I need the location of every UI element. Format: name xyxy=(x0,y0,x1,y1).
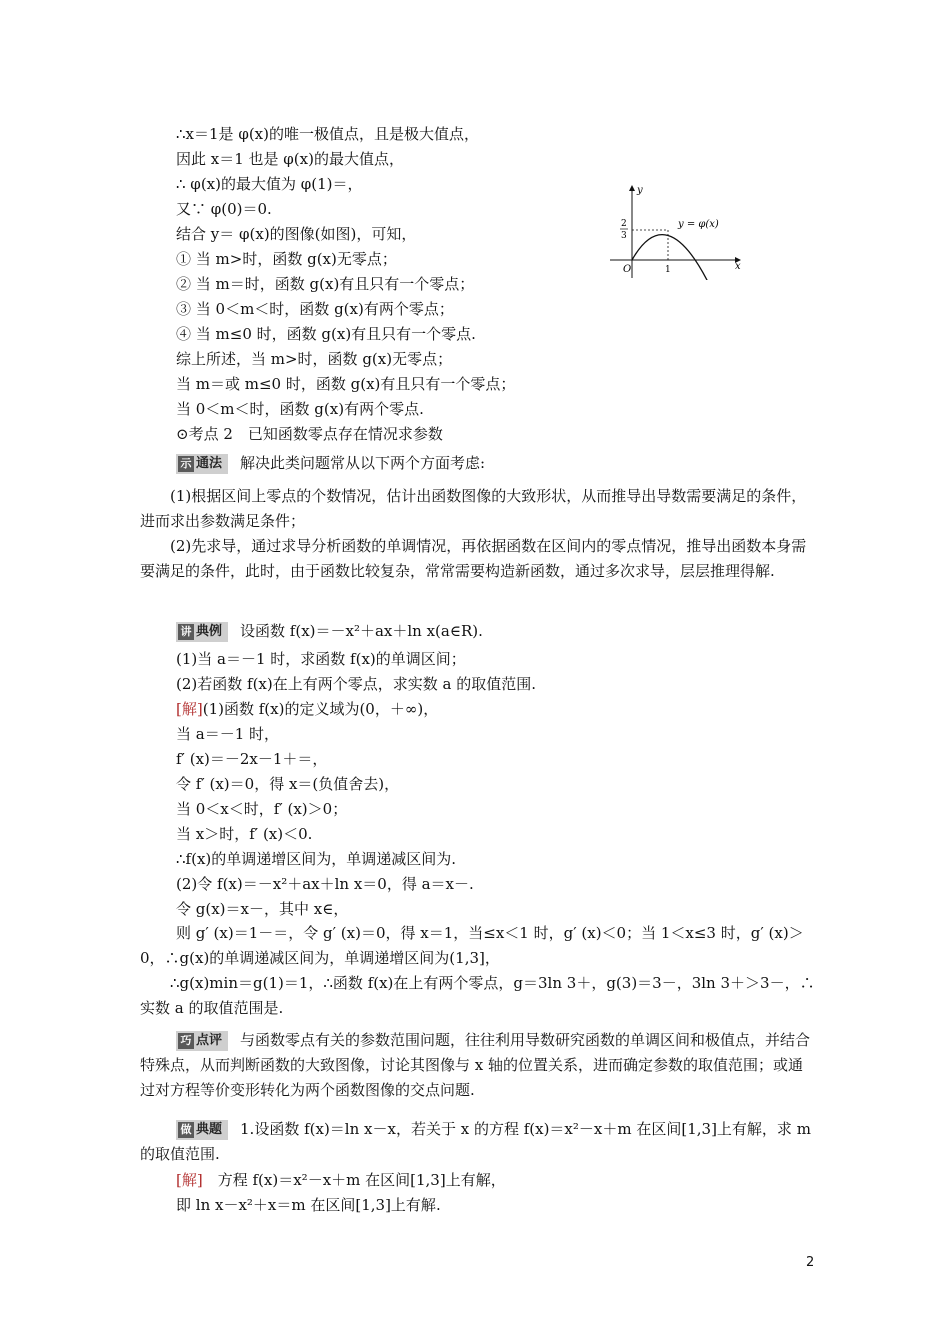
exercise-badge: 做 典题 xyxy=(176,1120,228,1140)
tick-y-denominator: 3 xyxy=(621,231,627,241)
curve-label: y = φ(x) xyxy=(678,219,719,230)
tick-x-one: 1 xyxy=(665,265,671,275)
text-line: 当 m＝或 m≤0 时，函数 g(x)有且只有一个零点； xyxy=(176,375,516,393)
solution-line: 当 0＜x＜时，f′ (x)＞0； xyxy=(176,800,348,818)
tick-y-numerator: 2 xyxy=(621,219,627,229)
text-line: ④ 当 m≤0 时，函数 g(x)有且只有一个零点. xyxy=(176,325,476,343)
text-line: 因此 x＝1 也是 φ(x)的最大值点， xyxy=(176,150,404,168)
solution-line: ∴f(x)的单调递增区间为，单调递减区间为. xyxy=(176,850,457,868)
method-badge: 示 通法 xyxy=(176,454,228,474)
exercise-text: 1.设函数 f(x)＝ln x－x，若关于 x 的方程 f(x)＝x²－x＋m 在区间[1,3]上有解，求 m 的取值范围. xyxy=(140,1120,811,1163)
method-paragraph-2: (2)先求导，通过求导分析函数的单调情况，再依据函数在区间内的零点情况，推导出函数本身需要满足的条件，此时，由于函数比较复杂，常常需要构造新函数，通过多次求导，层层推理得解. xyxy=(140,537,807,580)
section-heading: ⊙考点 2 已知函数零点存在情况求参数 xyxy=(176,425,443,443)
example-header xyxy=(176,621,483,642)
text-line: ② 当 m＝时，函数 g(x)有且只有一个零点； xyxy=(176,275,475,293)
solution-line: 令 f′ (x)＝0，得 x＝(负值舍去)， xyxy=(176,775,400,793)
solution-paragraph-2: 则 g′ (x)＝1－＝，令 g′ (x)＝0，得 x＝1，当≤x＜1 时，g′ (x)＜0；当 1＜x≤3 时，g′ (x)＞0，∴g(x)的单调递减区间为，单调递增区间为(1,3]， xyxy=(140,924,804,967)
text-line: ∴ φ(x)的最大值为 φ(1)＝， xyxy=(176,175,363,193)
text-line: ① 当 m>时，函数 g(x)无零点； xyxy=(176,250,397,268)
solution-line: 当 a＝－1 时， xyxy=(176,725,280,743)
text-line: 综上所述，当 m>时，函数 g(x)无零点； xyxy=(176,350,453,368)
comment-badge: 巧 点评 xyxy=(176,1031,228,1051)
page-number: 2 xyxy=(806,1255,815,1270)
comment-paragraph xyxy=(140,1028,816,1103)
text-line: 结合 y＝ φ(x)的图像(如图)，可知， xyxy=(176,225,417,243)
solution-tag: [解] xyxy=(176,700,203,718)
exercise-solution-line-2: 即 ln x－x²＋x＝m 在区间[1,3]上有解. xyxy=(176,1196,441,1214)
example-question-1: (1)当 a＝－1 时，求函数 f(x)的单调区间； xyxy=(176,650,466,668)
function-graph xyxy=(600,180,750,280)
method-header xyxy=(176,453,485,474)
text-line: 当 0＜m＜时，函数 g(x)有两个零点. xyxy=(176,400,424,418)
solution-line: f′ (x)＝－2x－1＋＝， xyxy=(176,750,328,768)
y-axis-label: y xyxy=(637,185,643,196)
origin-label: O xyxy=(623,264,632,275)
solution-line: 令 g(x)＝x－，其中 x∈， xyxy=(176,900,349,918)
text-line: 又∵ φ(0)＝0. xyxy=(176,200,272,218)
exercise-solution-tag: [解] xyxy=(176,1171,203,1189)
exercise-paragraph xyxy=(140,1117,816,1167)
method-intro: 解决此类问题常从以下两个方面考虑: xyxy=(240,454,486,472)
solution-paragraph-3: ∴g(x)min＝g(1)＝1，∴函数 f(x)在上有两个零点，g＝3ln 3＋，g(3)＝3－，3ln 3＋＞3－，∴实数 a 的取值范围是. xyxy=(140,974,815,1017)
text-line: ③ 当 0＜m＜时，函数 g(x)有两个零点； xyxy=(176,300,454,318)
solution-line: (2)令 f(x)＝－x²＋ax＋ln x＝0，得 a＝x－. xyxy=(176,875,474,893)
example-question-2: (2)若函数 f(x)在上有两个零点，求实数 a 的取值范围. xyxy=(176,675,536,693)
exercise-solution-line-1: [解] 方程 f(x)＝x²－x＋m 在区间[1,3]上有解， xyxy=(176,1171,506,1189)
solution-first-line: [解](1)函数 f(x)的定义域为(0，＋∞)， xyxy=(176,700,439,718)
x-axis-label: x xyxy=(735,261,741,272)
example-title: 设函数 f(x)＝－x²＋ax＋ln x(a∈R). xyxy=(240,622,483,640)
solution-line: 当 x＞时，f′ (x)＜0. xyxy=(176,825,313,843)
comment-text: 与函数零点有关的参数范围问题，往往利用导数研究函数的单调区间和极值点，并结合特殊点，从而判断函数的大致图像，讨论其图像与 x 轴的位置关系，进而确定参数的取值范围；或通过对方程等价变形转化为两个函数图像的交点问题. xyxy=(140,1031,811,1099)
example-badge: 讲 典例 xyxy=(176,622,228,642)
method-paragraph-1: (1)根据区间上零点的个数情况，估计出函数图像的大致形状，从而推导出导数需要满足的条件，进而求出参数满足条件； xyxy=(140,487,807,530)
text-line: ∴x＝1是 φ(x)的唯一极值点，且是极大值点， xyxy=(176,125,479,143)
